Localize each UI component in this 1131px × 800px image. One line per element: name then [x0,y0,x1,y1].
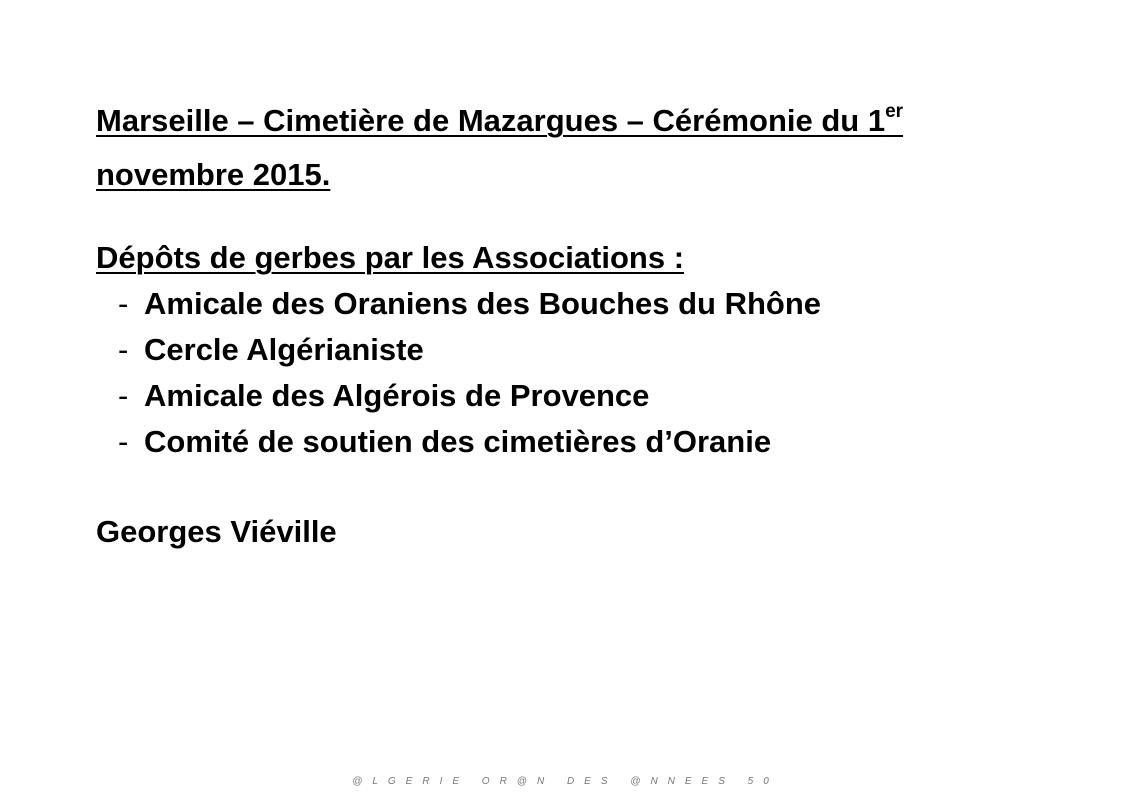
signature: Georges Viéville [96,514,337,549]
list-bullet: - [118,332,129,367]
list-item [118,419,821,465]
title-main: Marseille – Cimetière de Mazargues – Cérémonie du 1 [96,103,886,138]
association-name: Cercle Algérianiste [144,332,424,367]
document-title [96,96,996,199]
list-bullet: - [118,378,129,413]
association-name: Amicale des Oraniens des Bouches du Rhône [144,286,822,321]
list-item [118,373,821,419]
association-name: Amicale des Algérois de Provence [144,378,650,413]
list-item [118,281,821,327]
section-heading: Dépôts de gerbes par les Associations : [96,240,685,275]
page-footer: @LGERIE OR@N DES @NNEES 50 [352,776,779,787]
title-line-2: novembre 2015. [96,157,331,192]
title-superscript: er [885,101,904,122]
list-bullet: - [118,286,129,321]
association-list [118,281,821,465]
list-bullet: - [118,424,129,459]
list-item [118,327,821,373]
association-name: Comité de soutien des cimetières d’Oranie [144,424,772,459]
